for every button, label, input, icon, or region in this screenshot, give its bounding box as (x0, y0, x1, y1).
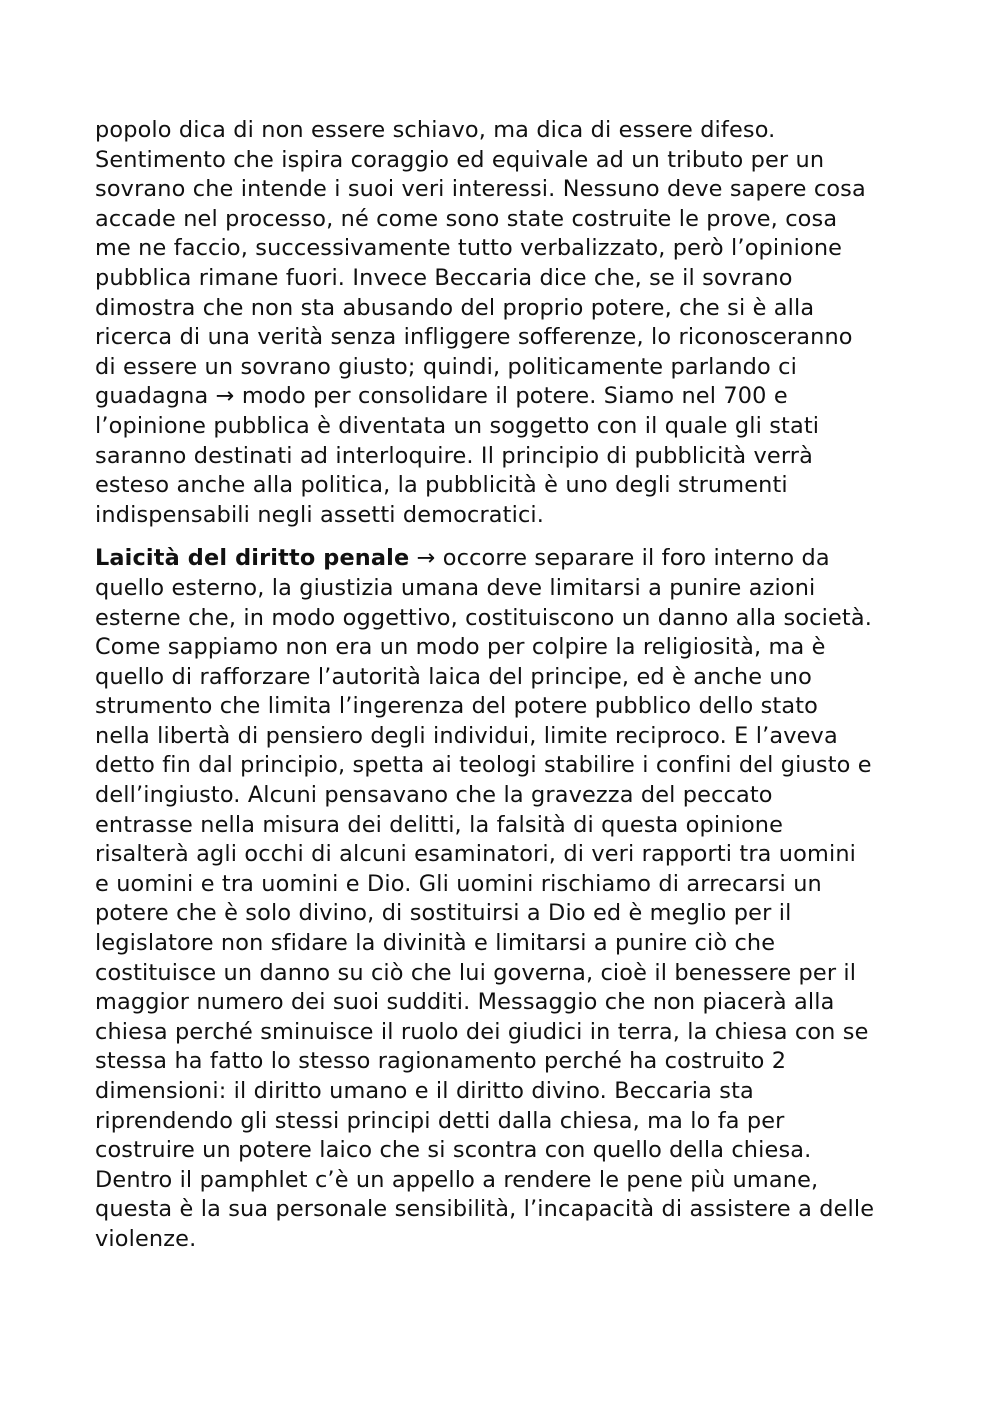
text-line: esteso anche alla politica, la pubblicità è uno degli strumenti (95, 472, 788, 499)
text-line: riprendendo gli stessi principi detti dalla chiesa, ma lo fa per (95, 1107, 785, 1134)
paragraph-pubblicita (95, 116, 907, 530)
text-line: me ne faccio, successivamente tutto verbalizzato, però l’opinione (95, 235, 843, 262)
text-line: costituisce un danno su ciò che lui governa, cioè il benessere per il (95, 959, 857, 986)
text-line: sovrano che intende i suoi veri interessi. Nessuno deve sapere cosa (95, 176, 866, 203)
text-line: Dentro il pamphlet c’è un appello a rendere le pene più umane, (95, 1166, 819, 1193)
text-line: strumento che limita l’ingerenza del potere pubblico dello stato (95, 693, 818, 720)
text-line: chiesa perché sminuisce il ruolo dei giudici in terra, la chiesa con se (95, 1018, 869, 1045)
text-line: l’opinione pubblica è diventata un soggetto con il quale gli stati (95, 412, 820, 439)
text-line: dell’ingiusto. Alcuni pensavano che la gravezza del peccato (95, 782, 773, 809)
text-line: stessa ha fatto lo stesso ragionamento perché ha costruito 2 (95, 1048, 787, 1075)
text-line: questa è la sua personale sensibilità, l’incapacità di assistere a delle (95, 1196, 875, 1223)
text-line: risalterà agli occhi di alcuni esaminatori, di veri rapporti tra uomini (95, 841, 857, 868)
heading-continuation: → occorre separare il foro interno da (409, 545, 830, 572)
text-line: esterne che, in modo oggettivo, costituiscono un danno alla società. (95, 604, 873, 631)
text-line: accade nel processo, né come sono state costruite le prove, cosa (95, 205, 838, 232)
text-line: ricerca di una verità senza infliggere sofferenze, lo riconosceranno (95, 324, 853, 351)
text-line: nella libertà di pensiero degli individui, limite reciproco. E l’aveva (95, 722, 838, 749)
paragraph-laicita (95, 544, 907, 1254)
text-line: entrasse nella misura dei delitti, la falsità di questa opinione (95, 811, 784, 838)
text-line: popolo dica di non essere schiavo, ma dica di essere difeso. (95, 117, 776, 143)
text-line: dimostra che non sta abusando del proprio potere, che si è alla (95, 294, 815, 321)
text-line: di essere un sovrano giusto; quindi, politicamente parlando ci (95, 353, 797, 380)
text-line: Come sappiamo non era un modo per colpire la religiosità, ma è (95, 634, 826, 661)
text-line: indispensabili negli assetti democratici. (95, 501, 545, 528)
text-line: legislatore non sfidare la divinità e limitarsi a punire ciò che (95, 930, 776, 957)
text-line: costruire un potere laico che si scontra con quello della chiesa. (95, 1137, 812, 1164)
text-line: guadagna → modo per consolidare il potere. Siamo nel 700 e (95, 383, 788, 410)
text-line: detto fin dal principio, spetta ai teologi stabilire i confini del giusto e (95, 752, 872, 779)
text-line: maggior numero dei suoi sudditi. Messaggio che non piacerà alla (95, 989, 835, 1016)
text-line: pubblica rimane fuori. Invece Beccaria dice che, se il sovrano (95, 264, 793, 291)
text-line: quello esterno, la giustizia umana deve limitarsi a punire azioni (95, 574, 816, 601)
text-line: saranno destinati ad interloquire. Il principio di pubblicità verrà (95, 442, 814, 469)
text-line: Sentimento che ispira coraggio ed equivale ad un tributo per un (95, 146, 825, 173)
text-line: dimensioni: il diritto umano e il diritto divino. Beccaria sta (95, 1078, 754, 1104)
section-heading: Laicità del diritto penale (95, 545, 410, 572)
text-line: e uomini e tra uomini e Dio. Gli uomini rischiamo di arrecarsi un (95, 870, 822, 897)
text-line: potere che è solo divino, di sostituirsi a Dio ed è meglio per il (95, 900, 792, 927)
text-line: quello di rafforzare l’autorità laica del principe, ed è anche uno (95, 663, 812, 690)
text-line: violenze. (95, 1225, 197, 1252)
text-line (95, 544, 907, 574)
document-page (95, 116, 907, 1255)
